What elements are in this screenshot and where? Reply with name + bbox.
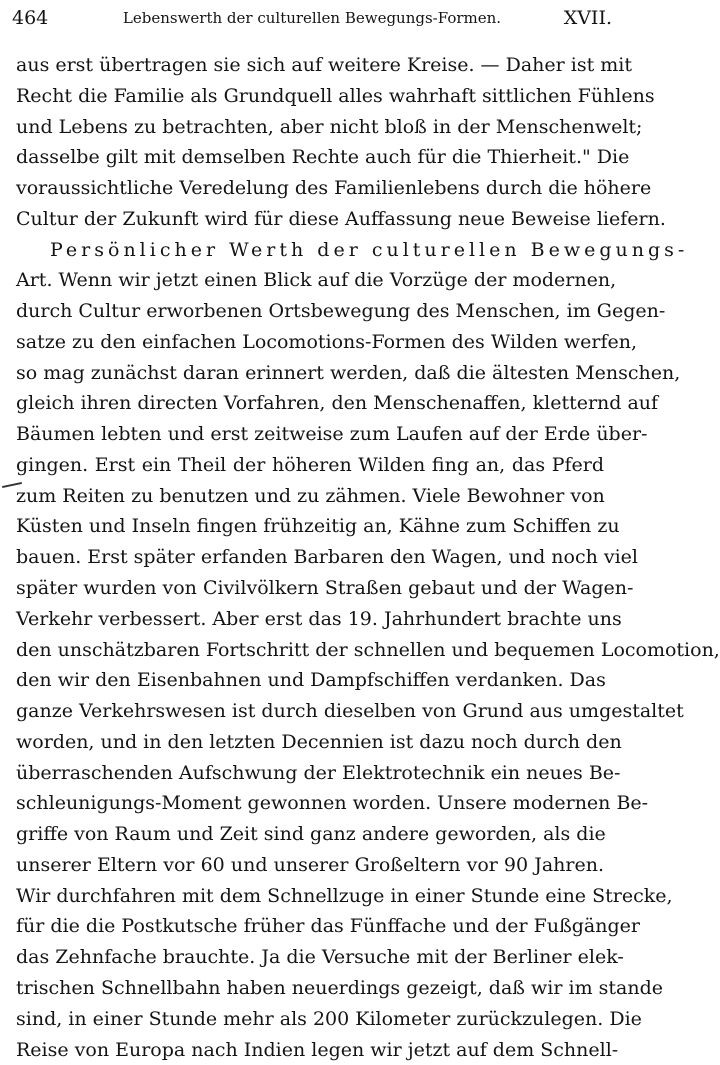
text-line: voraussichtliche Veredelung des Familienlebens durch die höhere [16, 173, 604, 204]
text-line: unserer Eltern vor 60 und unserer Großeltern vor 90 Jahren. [16, 850, 604, 881]
text-line: gingen. Erst ein Theil der höheren Wilden fing an, das Pferd [16, 450, 604, 481]
text-line: schleunigungs-Moment gewonnen worden. Unsere modernen Be- [16, 788, 604, 819]
page-number: 464 [12, 4, 48, 32]
text-line: später wurden von Civilvölkern Straßen gebaut und der Wagen- [16, 573, 604, 604]
text-line: gleich ihren directen Vorfahren, den Menschenaffen, kletternd auf [16, 388, 604, 419]
text-line: Bäumen lebten und erst zeitweise zum Laufen auf der Erde über- [16, 419, 604, 450]
text-line: dasselbe gilt mit demselben Rechte auch für die Thierheit." Die [16, 142, 604, 173]
text-line: griffe von Raum und Zeit sind ganz andere geworden, als die [16, 819, 604, 850]
text-line: satze zu den einfachen Locomotions-Formen des Wilden werfen, [16, 327, 604, 358]
text-line: den wir den Eisenbahnen und Dampfschiffen verdanken. Das [16, 665, 604, 696]
text-line: überraschenden Aufschwung der Elektrotechnik ein neues Be- [16, 758, 604, 789]
text-line: und Lebens zu betrachten, aber nicht bloß in der Menschenwelt; [16, 112, 604, 143]
chapter-number: XVII. [564, 4, 612, 32]
text-line: Wir durchfahren mit dem Schnellzuge in einer Stunde eine Strecke, [16, 881, 604, 912]
text-line: Verkehr verbessert. Aber erst das 19. Jahrhundert brachte uns [16, 604, 604, 635]
text-line: bauen. Erst später erfanden Barbaren den Wagen, und noch viel [16, 542, 604, 573]
text-line: Küsten und Inseln fingen frühzeitig an, Kähne zum Schiffen zu [16, 511, 604, 542]
text-line: worden, und in den letzten Decennien ist dazu noch durch den [16, 727, 604, 758]
page-header [12, 4, 612, 32]
text-line: das Zehnfache brauchte. Ja die Versuche mit der Berliner elek- [16, 942, 604, 973]
text-line: für die die Postkutsche früher das Fünffache und der Fußgänger [16, 911, 604, 942]
text-line: durch Cultur erworbenen Ortsbewegung des Menschen, im Gegen- [16, 296, 604, 327]
text-line: aus erst übertragen sie sich auf weitere Kreise. — Daher ist mit [16, 50, 604, 81]
text-line: Cultur der Zukunft wird für diese Auffassung neue Beweise liefern. [16, 204, 604, 235]
body-text [16, 50, 604, 1065]
text-line: zum Reiten zu benutzen und zu zähmen. Viele Bewohner von [16, 481, 604, 512]
running-title: Lebenswerth der culturellen Bewegungs-Formen. [12, 4, 612, 32]
section-heading-line: Persönlicher Werth der culturellen Bewegungs- [16, 235, 604, 266]
text-line: den unschätzbaren Fortschritt der schnellen und bequemen Locomotion, [16, 635, 604, 666]
text-line: ganze Verkehrswesen ist durch dieselben von Grund aus umgestaltet [16, 696, 604, 727]
text-line: Reise von Europa nach Indien legen wir jetzt auf dem Schnell- [16, 1035, 604, 1065]
text-line: trischen Schnellbahn haben neuerdings gezeigt, daß wir im stande [16, 973, 604, 1004]
text-line: Recht die Familie als Grundquell alles wahrhaft sittlichen Fühlens [16, 81, 604, 112]
text-line: so mag zunächst daran erinnert werden, daß die ältesten Menschen, [16, 358, 604, 389]
text-line: sind, in einer Stunde mehr als 200 Kilometer zurückzulegen. Die [16, 1004, 604, 1035]
text-line: Art. Wenn wir jetzt einen Blick auf die Vorzüge der modernen, [16, 265, 604, 296]
